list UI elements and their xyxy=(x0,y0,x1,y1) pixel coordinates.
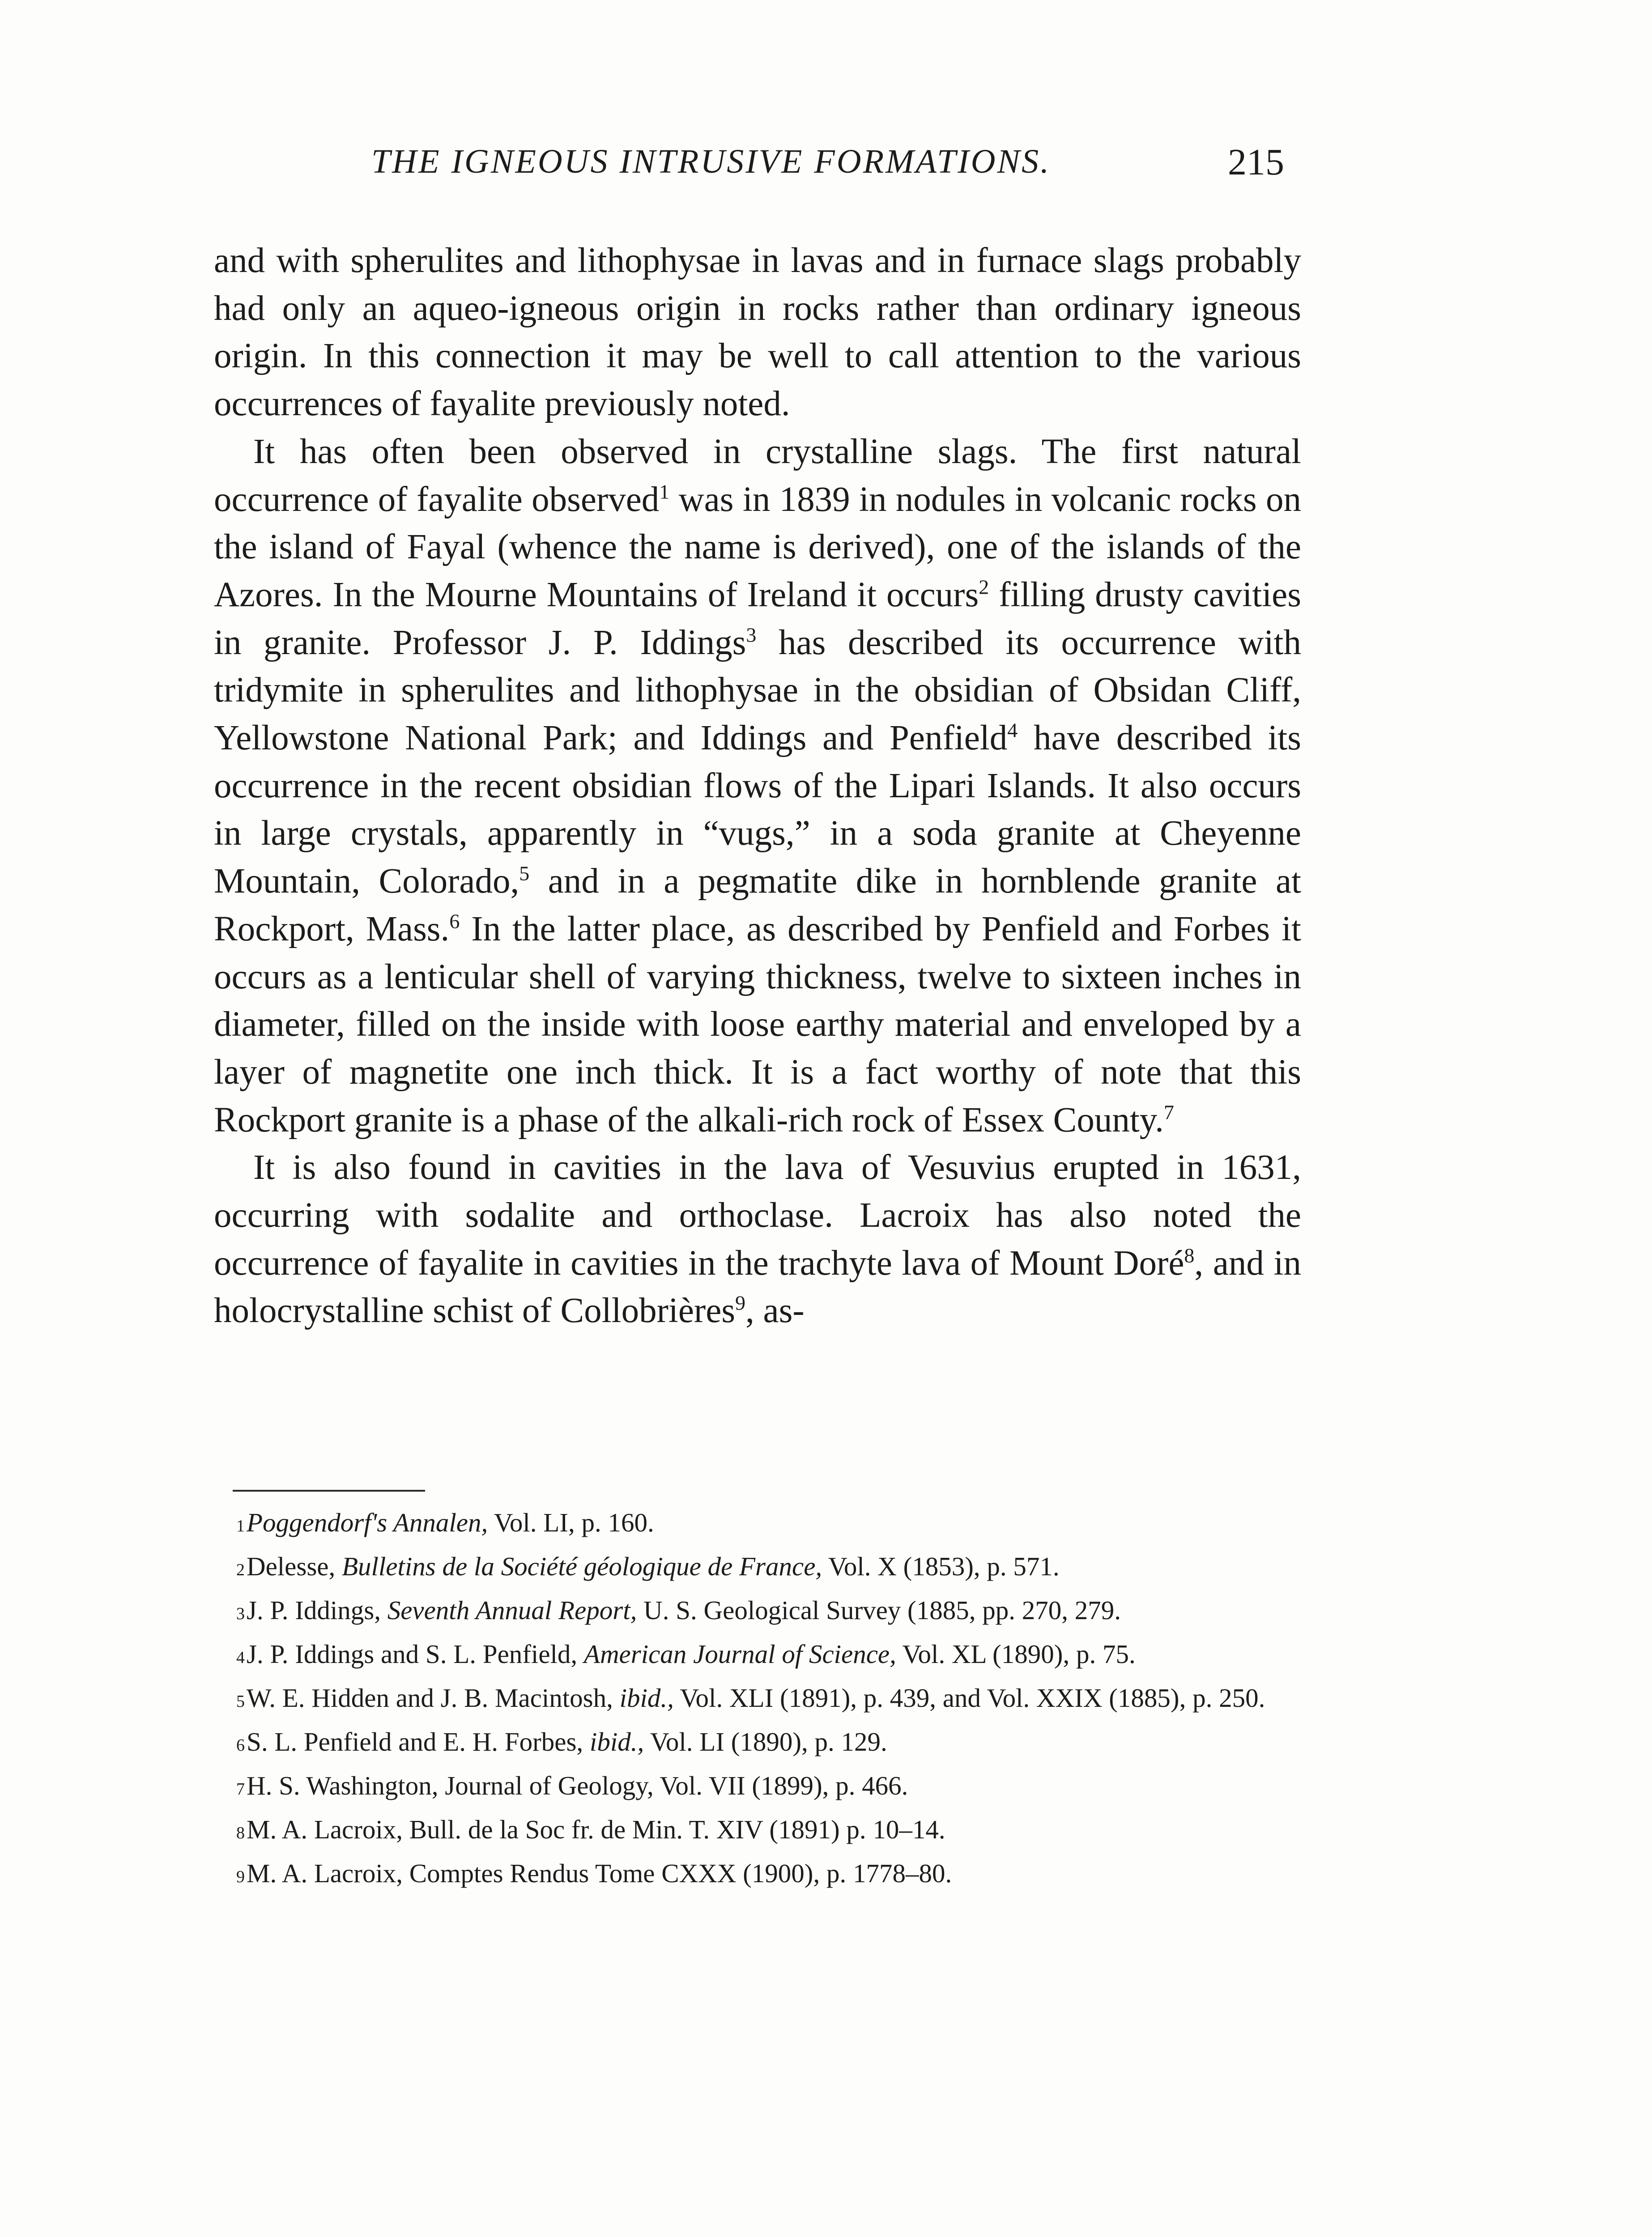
footnote-number: 1 xyxy=(236,1517,245,1535)
footnote-text: Delesse, xyxy=(247,1552,342,1581)
footnote xyxy=(224,1853,1298,1897)
footnote xyxy=(224,1634,1298,1678)
footnote-ref-1: 1 xyxy=(659,480,670,503)
footnote-number: 2 xyxy=(236,1561,245,1579)
footnote-ref-9: 9 xyxy=(735,1292,746,1315)
footnote-text: W. E. Hidden and J. B. Macintosh, xyxy=(247,1683,620,1713)
paragraph-3 xyxy=(214,1144,1301,1335)
paragraph-1: and with spherulites and lithophysae in lavas and in furnace slags probably had only an aqueo-igneous origin in rocks rather than ordinary igneous origin. In this connection it may be well to call attention to the various occurrences of fayalite previously noted. xyxy=(214,241,1301,424)
footnote xyxy=(224,1765,1298,1809)
footnote-ref-6: 6 xyxy=(449,910,460,933)
paragraph-2-text-d: has described its occurrence with tridymite in spherulites and lithophysae in the obsidian of Obsidan Cliff, Yellowstone National Park; and Iddings and Penfield xyxy=(214,623,1301,758)
footnote-italic: ibid., xyxy=(619,1683,674,1713)
paragraph-2-text-c: filling drusty cavities in granite. Professor J. P. Iddings xyxy=(214,575,1301,662)
footnote-text: Vol. X (1853), p. 571. xyxy=(822,1552,1060,1581)
footnote-number: 8 xyxy=(236,1824,245,1842)
footnote-text: M. A. Lacroix, Comptes Rendus Tome CXXX (1900), p. 1778–80. xyxy=(247,1858,952,1888)
footnote-ref-4: 4 xyxy=(1007,719,1018,742)
footnote xyxy=(224,1722,1298,1765)
footnote xyxy=(224,1590,1298,1634)
page-header xyxy=(371,142,1284,191)
footnote-number: 5 xyxy=(236,1692,245,1711)
paragraph-2-text-e: have described its occurrence in the recent obsidian flows of the Lipari Islands. It also occurs in large crystals, apparently in “vugs,” in a soda granite at Cheyenne Mountain, Colorado, xyxy=(214,719,1301,901)
footnote-number: 6 xyxy=(236,1736,245,1755)
footnotes xyxy=(224,1502,1298,1897)
footnote-text: U. S. Geological Survey (1885, pp. 270, 279. xyxy=(637,1595,1121,1625)
footnote-italic: Seventh Annual Report, xyxy=(387,1595,637,1625)
footnote-text: J. P. Iddings and S. L. Penfield, xyxy=(247,1639,584,1669)
footnote-text: Vol. LI, p. 160. xyxy=(488,1508,654,1537)
footnote-text: Vol. XLI (1891), p. 439, and Vol. XXIX (1885), p. 250. xyxy=(673,1683,1265,1713)
footnote-ref-2: 2 xyxy=(979,575,989,599)
footnote-ref-8: 8 xyxy=(1184,1244,1195,1267)
paragraph-3-text-b: , and in holocrystalline schist of Collobrières xyxy=(214,1243,1301,1331)
footnote-italic: Bulletins de la Société géologique de France, xyxy=(341,1552,822,1581)
footnote xyxy=(224,1502,1298,1546)
paragraph-3-text-a: It is also found in cavities in the lava of Vesuvius erupted in 1631, occurring with sodalite and orthoclase. Lacroix has also noted the occurrence of fayalite in cavities in the trachyte lava of Mount Doré xyxy=(214,1148,1301,1283)
paragraph-2-text-b: was in 1839 in nodules in volcanic rocks on the island of Fayal (whence the name is derived), one of the islands of the Azores. In the Mourne Mountains of Ireland it occurs xyxy=(214,480,1301,614)
footnote-number: 3 xyxy=(236,1604,245,1623)
paragraph-2 xyxy=(214,428,1301,1144)
paragraph-2-text-g: In the latter place, as described by Penfield and Forbes it occurs as a lenticular shell of varying thickness, twelve to sixteen inches in diameter, filled on the inside with loose earthy material and enveloped by a layer of magnetite one inch thick. It is a fact worthy of note that this Rockport granite is a phase of the alkali-rich rock of Essex County. xyxy=(214,909,1302,1140)
footnote-divider xyxy=(233,1490,425,1492)
footnote-ref-5: 5 xyxy=(519,862,530,885)
footnote-number: 4 xyxy=(236,1648,245,1667)
footnote-text: Vol. XL (1890), p. 75. xyxy=(896,1639,1136,1669)
footnote-italic: Poggendorf's Annalen, xyxy=(247,1508,488,1537)
footnote-text: H. S. Washington, Journal of Geology, Vol. VII (1899), p. 466. xyxy=(247,1771,908,1800)
paragraph-2-text-a: It has often been observed in crystalline slags. The first natural occurrence of fayalite observed xyxy=(214,432,1301,519)
footnote xyxy=(224,1546,1298,1590)
footnote xyxy=(224,1678,1298,1722)
paragraph-2-text-f: and in a pegmatite dike in hornblende granite at Rockport, Mass. xyxy=(214,862,1302,948)
footnote-ref-3: 3 xyxy=(746,623,757,646)
paragraph-3-text-c: , as- xyxy=(745,1291,805,1331)
footnote-text: S. L. Penfield and E. H. Forbes, xyxy=(247,1727,590,1756)
footnote-italic: ibid., xyxy=(589,1727,644,1756)
footnote-number: 7 xyxy=(236,1780,245,1799)
footnote-number: 9 xyxy=(236,1867,245,1886)
footnote-ref-7: 7 xyxy=(1163,1101,1174,1124)
footnote xyxy=(224,1809,1298,1853)
footnote-text: J. P. Iddings, xyxy=(247,1595,387,1625)
running-title: THE IGNEOUS INTRUSIVE FORMATIONS. xyxy=(371,143,1051,180)
footnote-text: M. A. Lacroix, Bull. de la Soc fr. de Min. T. XIV (1891) p. 10–14. xyxy=(247,1815,945,1844)
body-text xyxy=(214,237,1301,1335)
footnote-italic: American Journal of Science, xyxy=(583,1639,896,1669)
footnote-text: Vol. LI (1890), p. 129. xyxy=(644,1727,887,1756)
page-number: 215 xyxy=(1228,141,1284,183)
